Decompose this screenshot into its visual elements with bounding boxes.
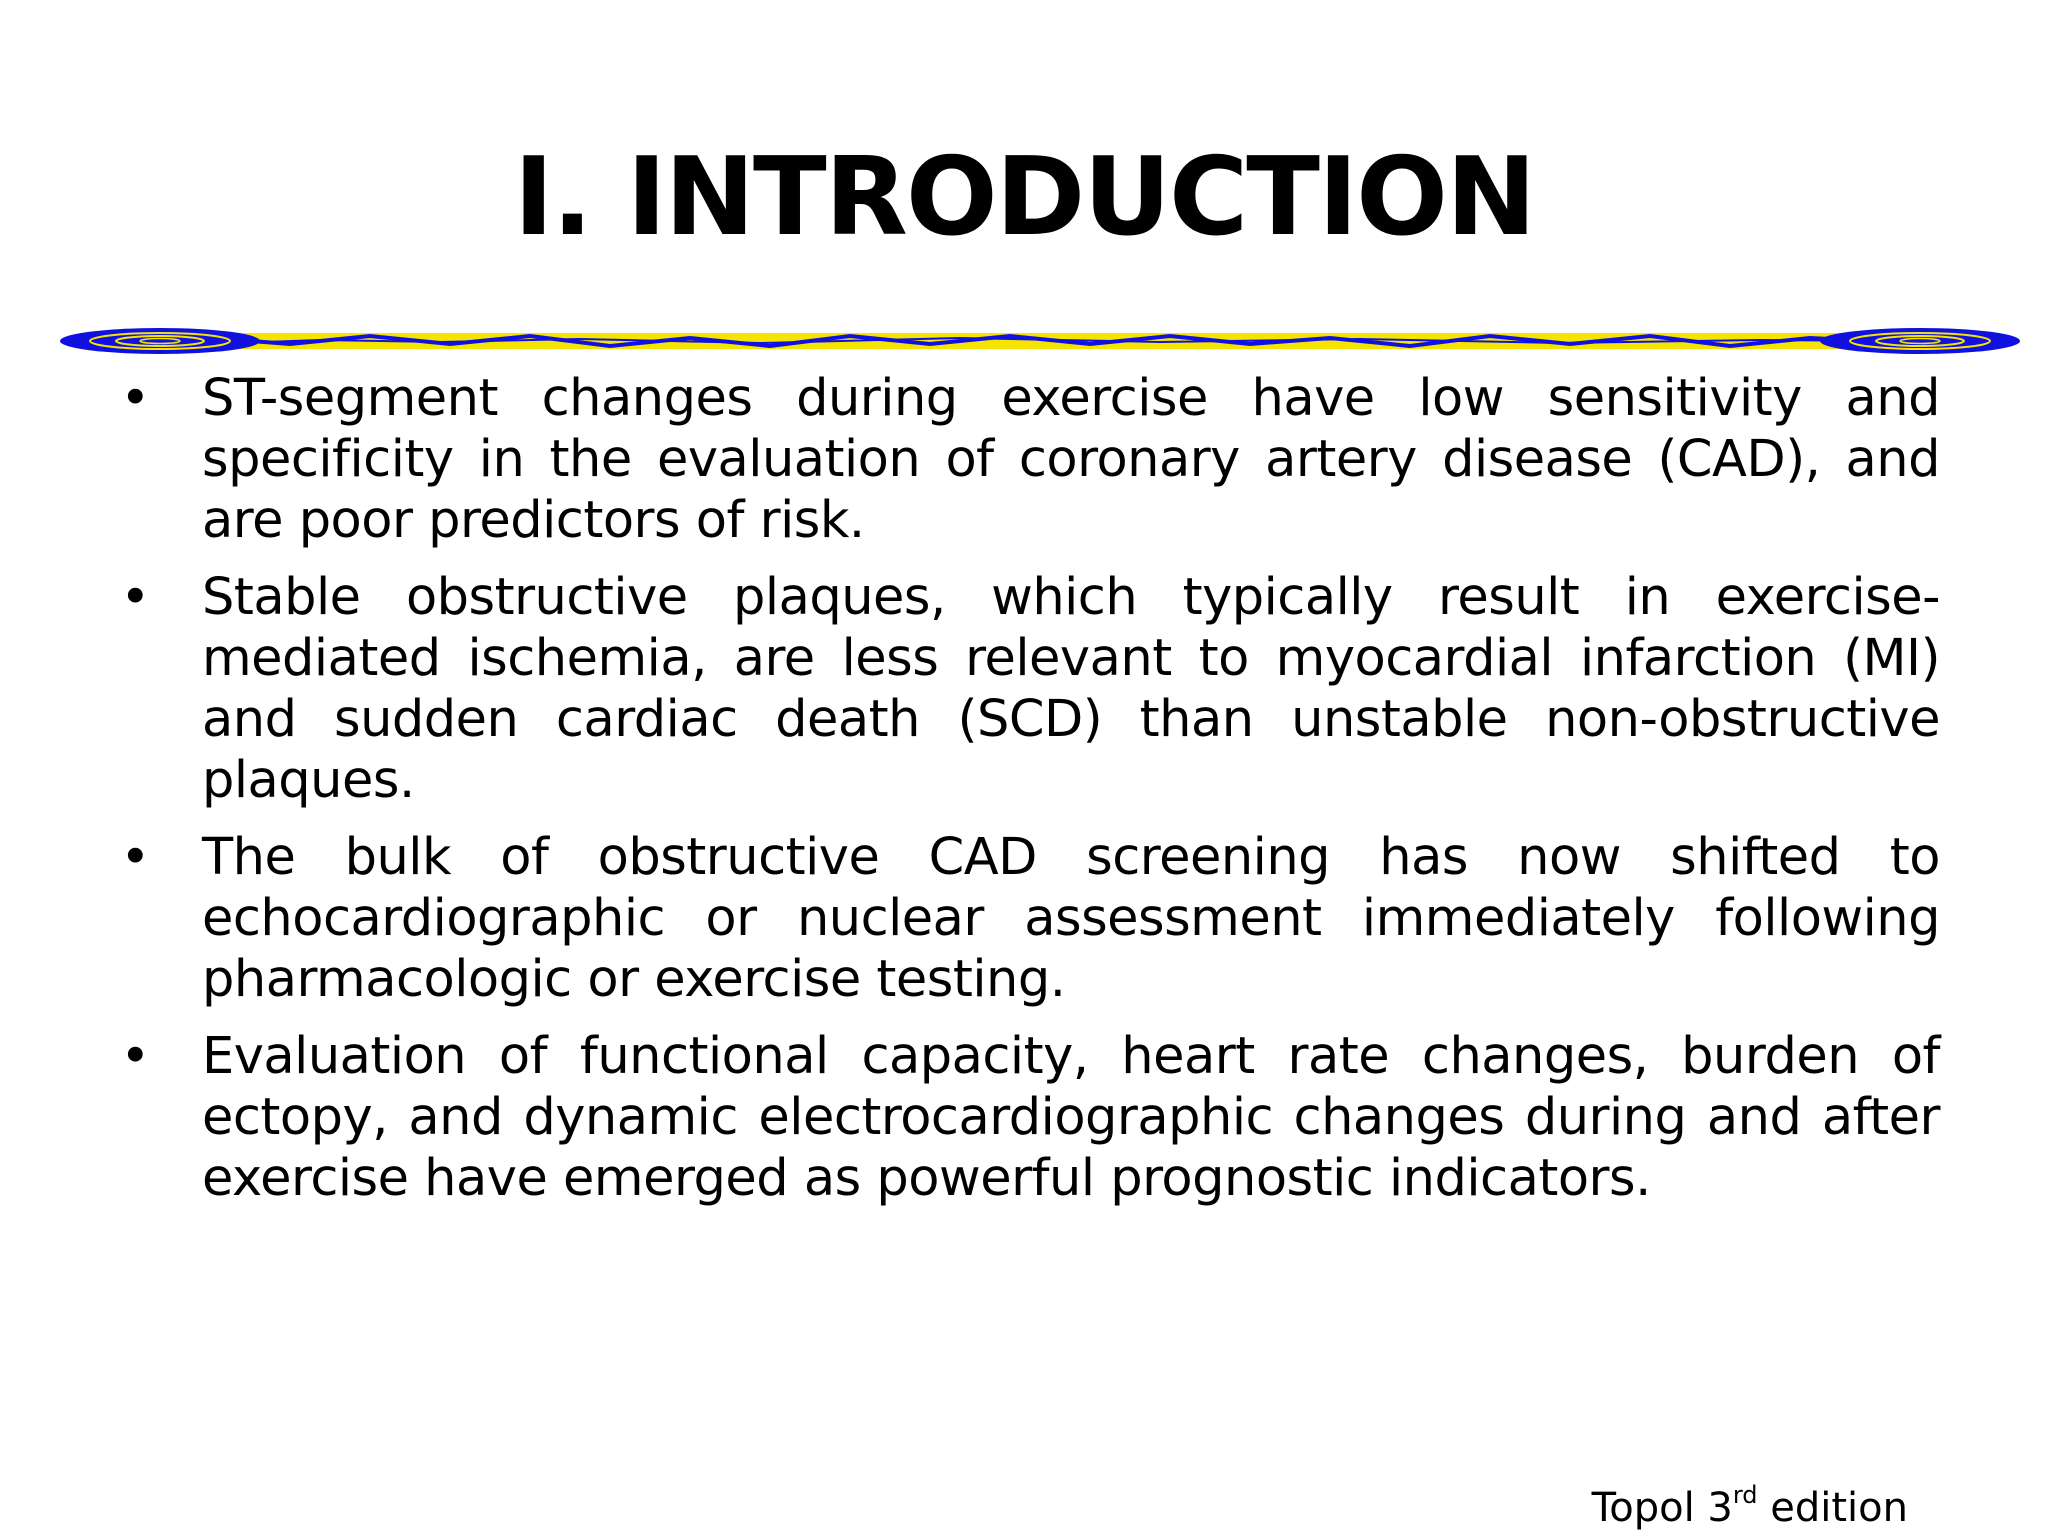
decorative-divider [60,316,2020,366]
bullet-list [120,368,1940,1225]
source-citation [1591,1481,1908,1532]
bullet-marker: • [120,1027,150,1086]
divider-right-ellipse [1820,328,2020,354]
divider-left-ellipse [60,328,260,354]
citation-prefix: Topol 3 [1591,1485,1733,1531]
bullet-marker: • [120,828,150,887]
bullet-text: The bulk of obstructive CAD screening has now shifted to echocardiographic or nuclear assessment immediately following pharmacologic or exercise testing. [202,828,1940,1009]
citation-superscript: rd [1732,1481,1758,1509]
bullet-marker: • [120,568,150,627]
bullet-item [120,368,1940,551]
bullet-item [120,1026,1940,1209]
bullet-text: ST-segment changes during exercise have low sensitivity and specificity in the evaluation of coronary artery disease (CAD), and are poor predictors of risk. [202,369,1940,550]
bullet-marker: • [120,369,150,428]
bullet-item [120,827,1940,1010]
bullet-item [120,567,1940,811]
bullet-text: Stable obstructive plaques, which typically result in exercise-mediated ischemia, are less relevant to myocardial infarction (MI) and sudden cardiac death (SCD) than unstable non-obstructive plaques. [202,568,1940,810]
bullet-text: Evaluation of functional capacity, heart rate changes, burden of ectopy, and dynamic electrocardiographic changes during and after exercise have emerged as powerful prognostic indicators. [202,1027,1940,1208]
slide-title: I. INTRODUCTION [513,135,1535,260]
citation-suffix: edition [1757,1485,1908,1531]
